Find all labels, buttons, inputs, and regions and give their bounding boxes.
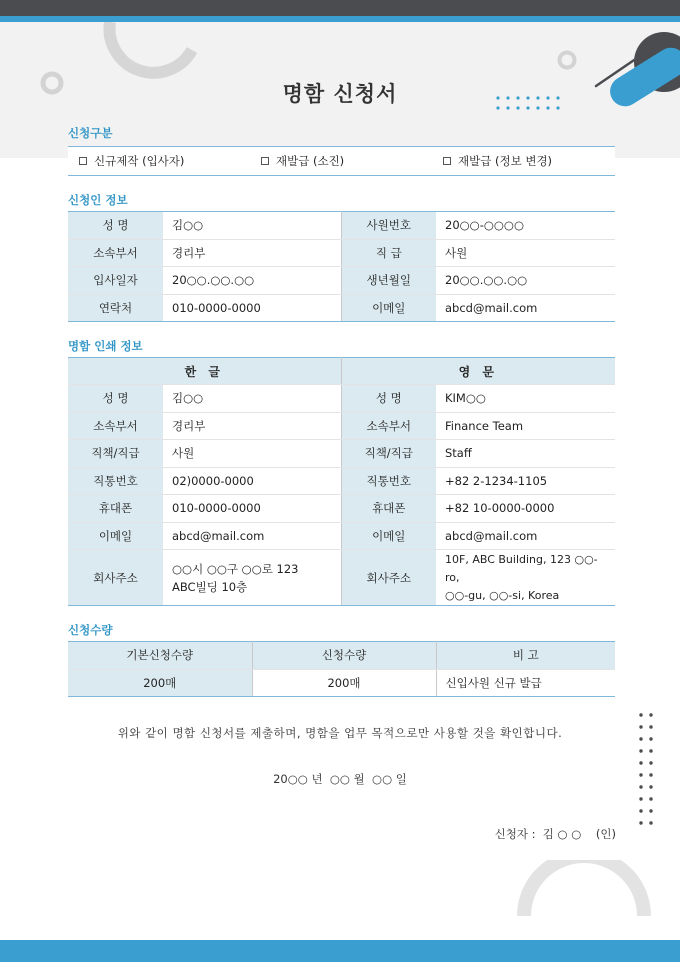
date-line: 20○○ 년 ○○ 월 ○○ 일 xyxy=(273,772,407,786)
applicant-table xyxy=(68,211,615,322)
checkbox-icon[interactable] xyxy=(443,157,451,165)
label-mobile-kr: 휴대폰 xyxy=(68,495,163,523)
value-rank: 사원 xyxy=(436,239,615,267)
label-department-en: 소속부서 xyxy=(341,412,436,440)
table-row xyxy=(68,412,615,440)
value-join-date: 20○○.○○.○○ xyxy=(163,267,341,295)
label-name-kr: 성 명 xyxy=(68,385,163,413)
table-row xyxy=(68,385,615,413)
address-line: 10F, ABC Building, 123 ○○-ro, xyxy=(445,552,598,584)
address-line: ○○시 ○○구 ○○로 123 xyxy=(172,561,299,576)
table-row xyxy=(68,669,615,697)
label-join-date: 입사일자 xyxy=(68,267,163,295)
label-name: 성 명 xyxy=(68,212,163,240)
table-row xyxy=(68,267,615,295)
header-korean: 한 글 xyxy=(68,358,341,385)
section-title-type: 신청구분 xyxy=(68,126,113,140)
page-title: 명함 신청서 xyxy=(282,82,398,106)
value-department-en: Finance Team xyxy=(436,412,615,440)
value-email-kr: abcd@mail.com xyxy=(163,522,341,550)
value-remarks: 신입사원 신규 발급 xyxy=(436,669,615,697)
option-label: 신규제작 (입사자) xyxy=(94,154,185,168)
address-line: ABC빌딩 10층 xyxy=(172,579,248,594)
label-name-en: 성 명 xyxy=(341,385,436,413)
option-reissue-exhausted[interactable] xyxy=(261,147,344,175)
label-email: 이메일 xyxy=(341,294,436,322)
label-birth-date: 생년월일 xyxy=(341,267,436,295)
value-base-quantity: 200매 xyxy=(68,669,252,697)
table-row xyxy=(68,440,615,468)
value-address-kr xyxy=(163,550,341,606)
label-employee-id: 사원번호 xyxy=(341,212,436,240)
table-header-row xyxy=(68,642,615,670)
checkbox-icon[interactable] xyxy=(79,157,87,165)
value-name: 김○○ xyxy=(163,212,341,240)
quantity-table xyxy=(68,641,615,697)
option-new-hire[interactable] xyxy=(79,147,184,175)
option-reissue-info-change[interactable] xyxy=(443,147,552,175)
value-birth-date: 20○○.○○.○○ xyxy=(436,267,615,295)
label-address-en: 회사주소 xyxy=(341,550,436,606)
signer-line: 신청자 : 김 ○ ○ (인) xyxy=(494,827,616,841)
value-address-en xyxy=(436,550,615,606)
section-title-applicant: 신청인 정보 xyxy=(68,193,128,207)
checkbox-icon[interactable] xyxy=(261,157,269,165)
table-row xyxy=(68,495,615,523)
table-row xyxy=(68,467,615,495)
section-title-card-info: 명함 인쇄 정보 xyxy=(68,339,143,353)
value-contact: 010-0000-0000 xyxy=(163,294,341,322)
value-email-en: abcd@mail.com xyxy=(436,522,615,550)
label-position-en: 직책/직급 xyxy=(341,440,436,468)
value-department-kr: 경리부 xyxy=(163,412,341,440)
label-department: 소속부서 xyxy=(68,239,163,267)
top-dark-bar xyxy=(0,0,680,16)
header-request-quantity: 신청수량 xyxy=(252,642,436,670)
confirmation-text: 위와 같이 명함 신청서를 제출하며, 명함을 업무 목적으로만 사용할 것을 확인합니다. xyxy=(117,726,563,740)
table-row xyxy=(68,522,615,550)
value-direct-kr: 02)0000-0000 xyxy=(163,467,341,495)
value-name-en: KIM○○ xyxy=(436,385,615,413)
table-row xyxy=(68,212,615,240)
label-department-kr: 소속부서 xyxy=(68,412,163,440)
address-line: ○○-gu, ○○-si, Korea xyxy=(445,588,560,602)
label-email-kr: 이메일 xyxy=(68,522,163,550)
label-direct-en: 직통번호 xyxy=(341,467,436,495)
section-title-quantity: 신청수량 xyxy=(68,623,113,637)
label-address-kr: 회사주소 xyxy=(68,550,163,606)
table-row xyxy=(68,239,615,267)
value-employee-id: 20○○-○○○○ xyxy=(436,212,615,240)
option-label: 재발급 (정보 변경) xyxy=(458,154,553,168)
application-type-row xyxy=(68,146,615,176)
value-request-quantity: 200매 xyxy=(252,669,436,697)
label-direct-kr: 직통번호 xyxy=(68,467,163,495)
table-header-row xyxy=(68,358,615,385)
option-label: 재발급 (소진) xyxy=(276,154,345,168)
table-row xyxy=(68,294,615,322)
value-name-kr: 김○○ xyxy=(163,385,341,413)
value-direct-en: +82 2-1234-1105 xyxy=(436,467,615,495)
value-position-en: Staff xyxy=(436,440,615,468)
label-email-en: 이메일 xyxy=(341,522,436,550)
deco-ring-right-icon xyxy=(556,49,578,71)
deco-arc-bottom-icon xyxy=(514,860,654,940)
label-mobile-en: 휴대폰 xyxy=(341,495,436,523)
value-mobile-en: +82 10-0000-0000 xyxy=(436,495,615,523)
value-mobile-kr: 010-0000-0000 xyxy=(163,495,341,523)
label-rank: 직 급 xyxy=(341,239,436,267)
bottom-accent-bar xyxy=(0,940,680,962)
table-row xyxy=(68,550,615,606)
header-base-quantity: 기본신청수량 xyxy=(68,642,252,670)
value-position-kr: 사원 xyxy=(163,440,341,468)
card-info-table xyxy=(68,357,615,606)
header-remarks: 비 고 xyxy=(436,642,615,670)
value-email: abcd@mail.com xyxy=(436,294,615,322)
value-department: 경리부 xyxy=(163,239,341,267)
label-position-kr: 직책/직급 xyxy=(68,440,163,468)
header-english: 영 문 xyxy=(341,358,615,385)
label-contact: 연락처 xyxy=(68,294,163,322)
